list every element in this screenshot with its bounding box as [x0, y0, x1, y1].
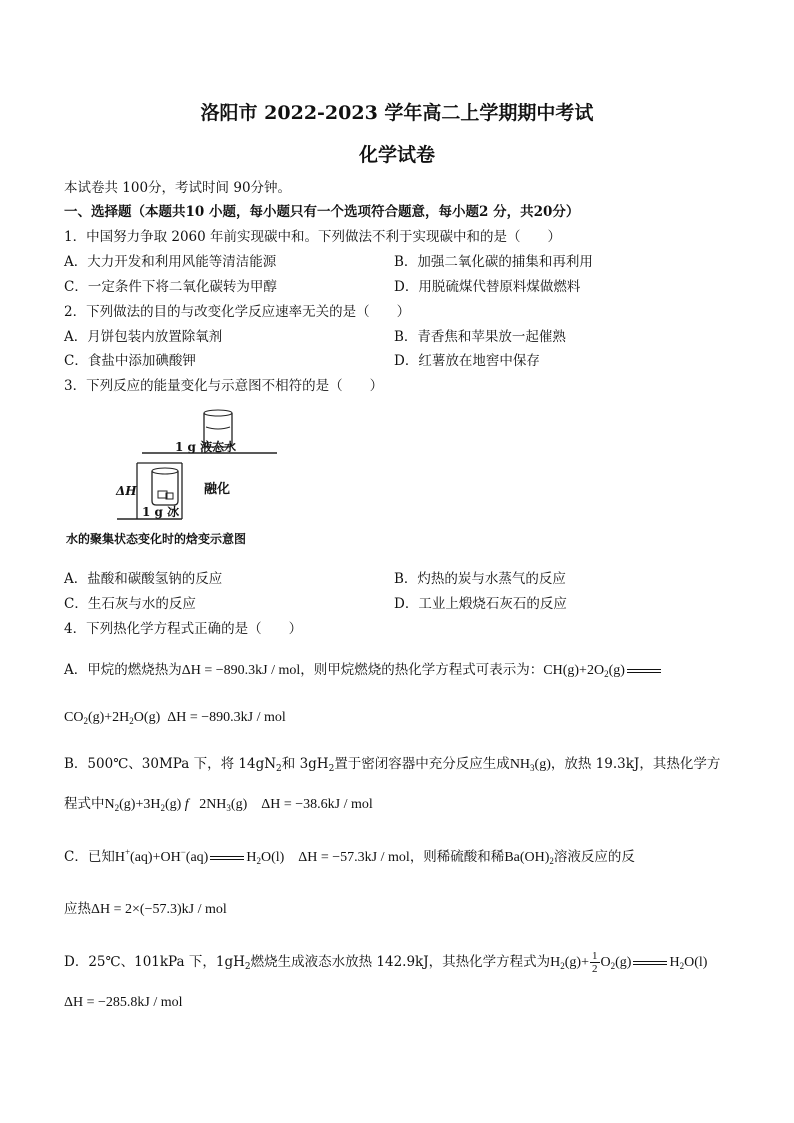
question-2-option-a: A．月饼包装内放置除氧剂: [64, 329, 223, 345]
question-1-option-b: B．加强二氧化碳的捕集和再利用: [394, 254, 593, 270]
exam-intro: 本试卷共 100分，考试时间 90分钟。: [64, 180, 292, 196]
question-3-option-a: A．盐酸和碳酸氢钠的反应: [64, 571, 223, 587]
question-3-option-c: C．生石灰与水的反应: [64, 596, 196, 612]
liquid-water-label: 1 g 液态水: [175, 440, 237, 454]
question-1-option-d: D．用脱硫煤代替原料煤做燃料: [394, 279, 581, 295]
question-2-option-c: C．食盐中添加碘酸钾: [64, 353, 196, 369]
question-4-option-b-line2: 程式中$N_2(g)+3H_2(g)$ f $2NH_3(g)$ ΔH = −38.6kJ / mol: [64, 796, 373, 813]
question-3-option-d: D．工业上煅烧石灰石的反应: [394, 596, 567, 612]
question-4-option-d-line2: ΔH = −285.8kJ / mol: [64, 995, 183, 1010]
question-2-stem: 2．下列做法的目的与改变化学反应速率无关的是（ ）: [64, 304, 411, 320]
melting-label: 融化: [204, 482, 231, 497]
question-1-option-a: A．大力开发和利用风能等清洁能源: [64, 254, 277, 270]
delta-h-label: ΔH: [116, 484, 137, 498]
question-4-option-b-line1: B．500℃、30MPa 下，将 $14gN_2$和 $3gH_2$置于密闭容器中充分反应生成$NH_3(g)$，放热 19.3kJ，其热化学方: [64, 756, 721, 774]
page-title: 洛阳市 2022-2023 学年高二上学期期中考试: [200, 102, 594, 124]
question-4-option-c-line2: 应热ΔH = 2×(−57.3)kJ / mol: [64, 901, 227, 917]
question-4-option-a-line1: A．甲烷的燃烧热为ΔH = −890.3kJ / mol，则甲烷燃烧的热化学方程式可表示为：$CH(g)+2O_2(g)$: [64, 658, 663, 679]
ice-label: 1 g 冰: [142, 505, 180, 519]
beaker-ice-icon: [152, 468, 178, 505]
section-heading: 一、选择题（本题共10 小题，每小题只有一个选项符合题意，每小题2 分，共20分）: [64, 204, 580, 220]
diagram-caption: 水的聚集状态变化时的焓变示意图: [66, 532, 247, 546]
question-2-option-d: D．红薯放在地窖中保存: [394, 353, 540, 369]
question-3-option-b: B．灼热的炭与水蒸气的反应: [394, 571, 566, 587]
question-2-option-b: B．青香焦和苹果放一起催熟: [394, 329, 566, 345]
question-1-stem: 1．中国努力争取 2060 年前实现碳中和。下列做法不利于实现碳中和的是（ ）: [64, 229, 562, 245]
question-4-stem: 4．下列热化学方程式正确的是（ ）: [64, 621, 303, 637]
page-subtitle: 化学试卷: [358, 144, 435, 166]
enthalpy-diagram: [112, 405, 282, 527]
enthalpy-diagram-svg: [112, 405, 282, 527]
question-1-option-c: C．一定条件下将二氧化碳转为甲醇: [64, 279, 277, 295]
question-4-option-c-line1: C．已知H+(aq)+OH−(aq) $H_2O(l)$ ΔH = −57.3kJ / mol，则稀硫酸和稀$Ba(OH)_2$溶液反应的反: [64, 847, 635, 866]
question-4-option-d-line1: D．25℃、101kPa 下，$1gH_2$燃烧生成液态水放热 142.9kJ，其热化学方程式为$H_2(g)+$ $\frac{1}{2}$ $O_2(g)$ $H_2O(l)$: [64, 950, 708, 976]
question-4-option-a-line2: $CO_2(g)+2H_2O(g) \Delta H = -890.3kJ$ / mol: [64, 710, 286, 726]
question-3-stem: 3．下列反应的能量变化与示意图不相符的是（ ）: [64, 378, 384, 394]
